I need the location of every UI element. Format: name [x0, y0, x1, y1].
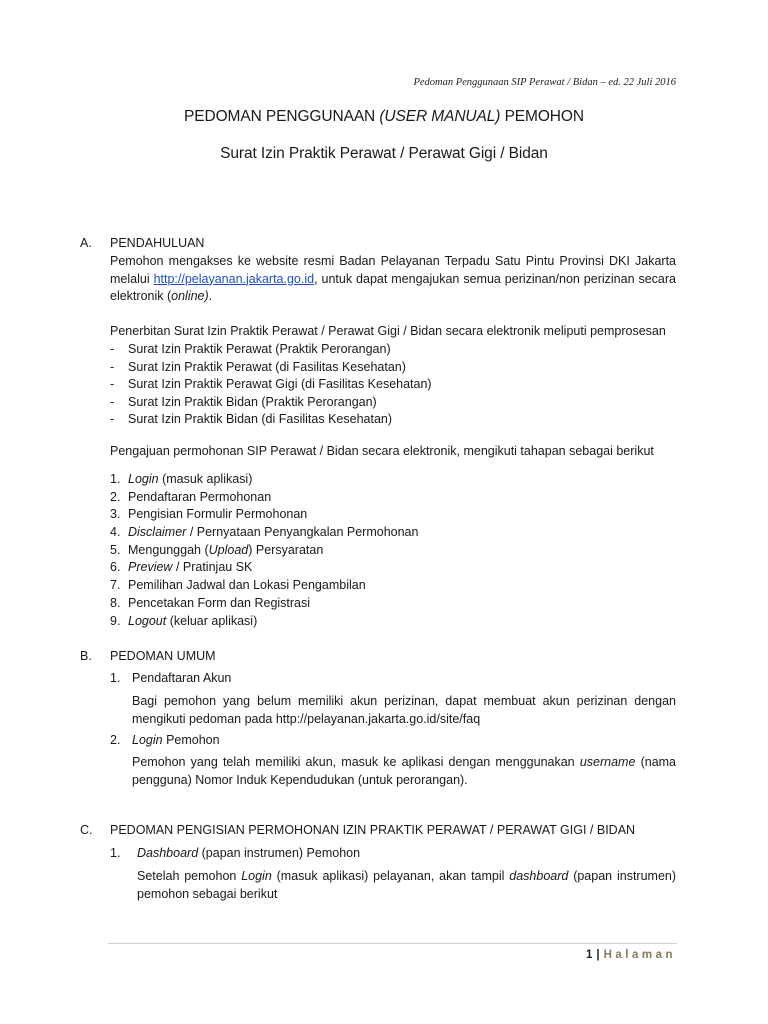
- footer-divider: [108, 943, 677, 944]
- list-item: 1. Login (masuk aplikasi): [110, 472, 253, 486]
- page-title: PEDOMAN PENGGUNAAN (USER MANUAL) PEMOHON: [184, 108, 584, 125]
- list-item: 5. Mengunggah (Upload) Persyaratan: [110, 542, 324, 557]
- section-a-heading: A. PENDAHULUAN: [80, 236, 205, 250]
- section-a-para-3: Pengajuan permohonan SIP Perawat / Bidan secara elektronik, mengikuti tahapan sebagai berikut: [110, 444, 654, 458]
- section-b-item-1: 1. Pendaftaran Akun: [110, 671, 232, 685]
- list-item: 8. Pencetakan Form dan Registrasi: [110, 595, 311, 610]
- list-item: - Surat Izin Praktik Perawat Gigi (di Fasilitas Kesehatan): [110, 377, 432, 392]
- list-item: - Surat Izin Praktik Perawat (Praktik Perorangan): [110, 342, 391, 356]
- section-b-item-2: 2. Login Pemohon: [110, 733, 220, 747]
- list-item: - Surat Izin Praktik Bidan (di Fasilitas Kesehatan): [110, 412, 393, 427]
- page-number: 1: [585, 949, 593, 961]
- list-item: 3. Pengisian Formulir Permohonan: [110, 507, 308, 522]
- page-subtitle: Surat Izin Praktik Perawat / Perawat Gigi / Bidan: [220, 145, 548, 162]
- section-c-item-1: 1. Dashboard (papan instrumen) Pemohon: [110, 846, 361, 860]
- list-item: 4. Disclaimer / Pernyataan Penyangkalan Permohonan: [110, 525, 419, 540]
- section-b-heading: B. PEDOMAN UMUM: [80, 649, 216, 663]
- list-item: 6. Preview / Pratinjau SK: [110, 560, 253, 575]
- permit-type-list: [110, 341, 432, 429]
- step-list: [110, 471, 418, 630]
- list-item: - Surat Izin Praktik Perawat (di Fasilitas Kesehatan): [110, 359, 406, 374]
- list-item: 2. Pendaftaran Permohonan: [110, 489, 272, 504]
- section-b-item-1-text: Bagi pemohon yang belum memiliki akun perizinan, dapat membuat akun perizinan dengan mengikuti pedoman pada http://pelayanan.jakarta.go.id/site/faq: [132, 694, 676, 726]
- section-b-item-2-text: Pemohon yang telah memiliki akun, masuk ke aplikasi dengan menggunakan username (nama pengguna) Nomor Induk Kependudukan (untuk perorangan).: [132, 755, 677, 787]
- list-item: - Surat Izin Praktik Bidan (Praktik Perorangan): [110, 394, 377, 409]
- section-c-heading: C. PEDOMAN PENGISIAN PERMOHONAN IZIN PRAKTIK PERAWAT / PERAWAT GIGI / BIDAN: [80, 823, 636, 837]
- list-item: 7. Pemilihan Jadwal dan Lokasi Pengambilan: [110, 578, 366, 593]
- section-c-item-1-text: Setelah pemohon Login (masuk aplikasi) pelayanan, akan tampil dashboard (papan instrumen) pemohon sebagai berikut: [137, 869, 677, 901]
- website-link[interactable]: http://pelayanan.jakarta.go.id: [153, 271, 315, 286]
- section-a-intro: Pemohon mengakses ke website resmi Badan Pelayanan Terpadu Satu Pintu Provinsi DKI Jakarta melalui http://pelayanan.jakarta.go.id, untuk dapat mengajukan semua perizinan/non perizinan secara elektronik (online).: [110, 254, 676, 303]
- page-footer: 1 | Halaman: [585, 949, 676, 961]
- section-a-para-2: Penerbitan Surat Izin Praktik Perawat / Perawat Gigi / Bidan secara elektronik meliputi pemprosesan: [110, 324, 666, 338]
- running-header: Pedoman Penggunaan SIP Perawat / Bidan – ed. 22 Juli 2016: [413, 77, 676, 88]
- list-item: 9. Logout (keluar aplikasi): [110, 613, 258, 628]
